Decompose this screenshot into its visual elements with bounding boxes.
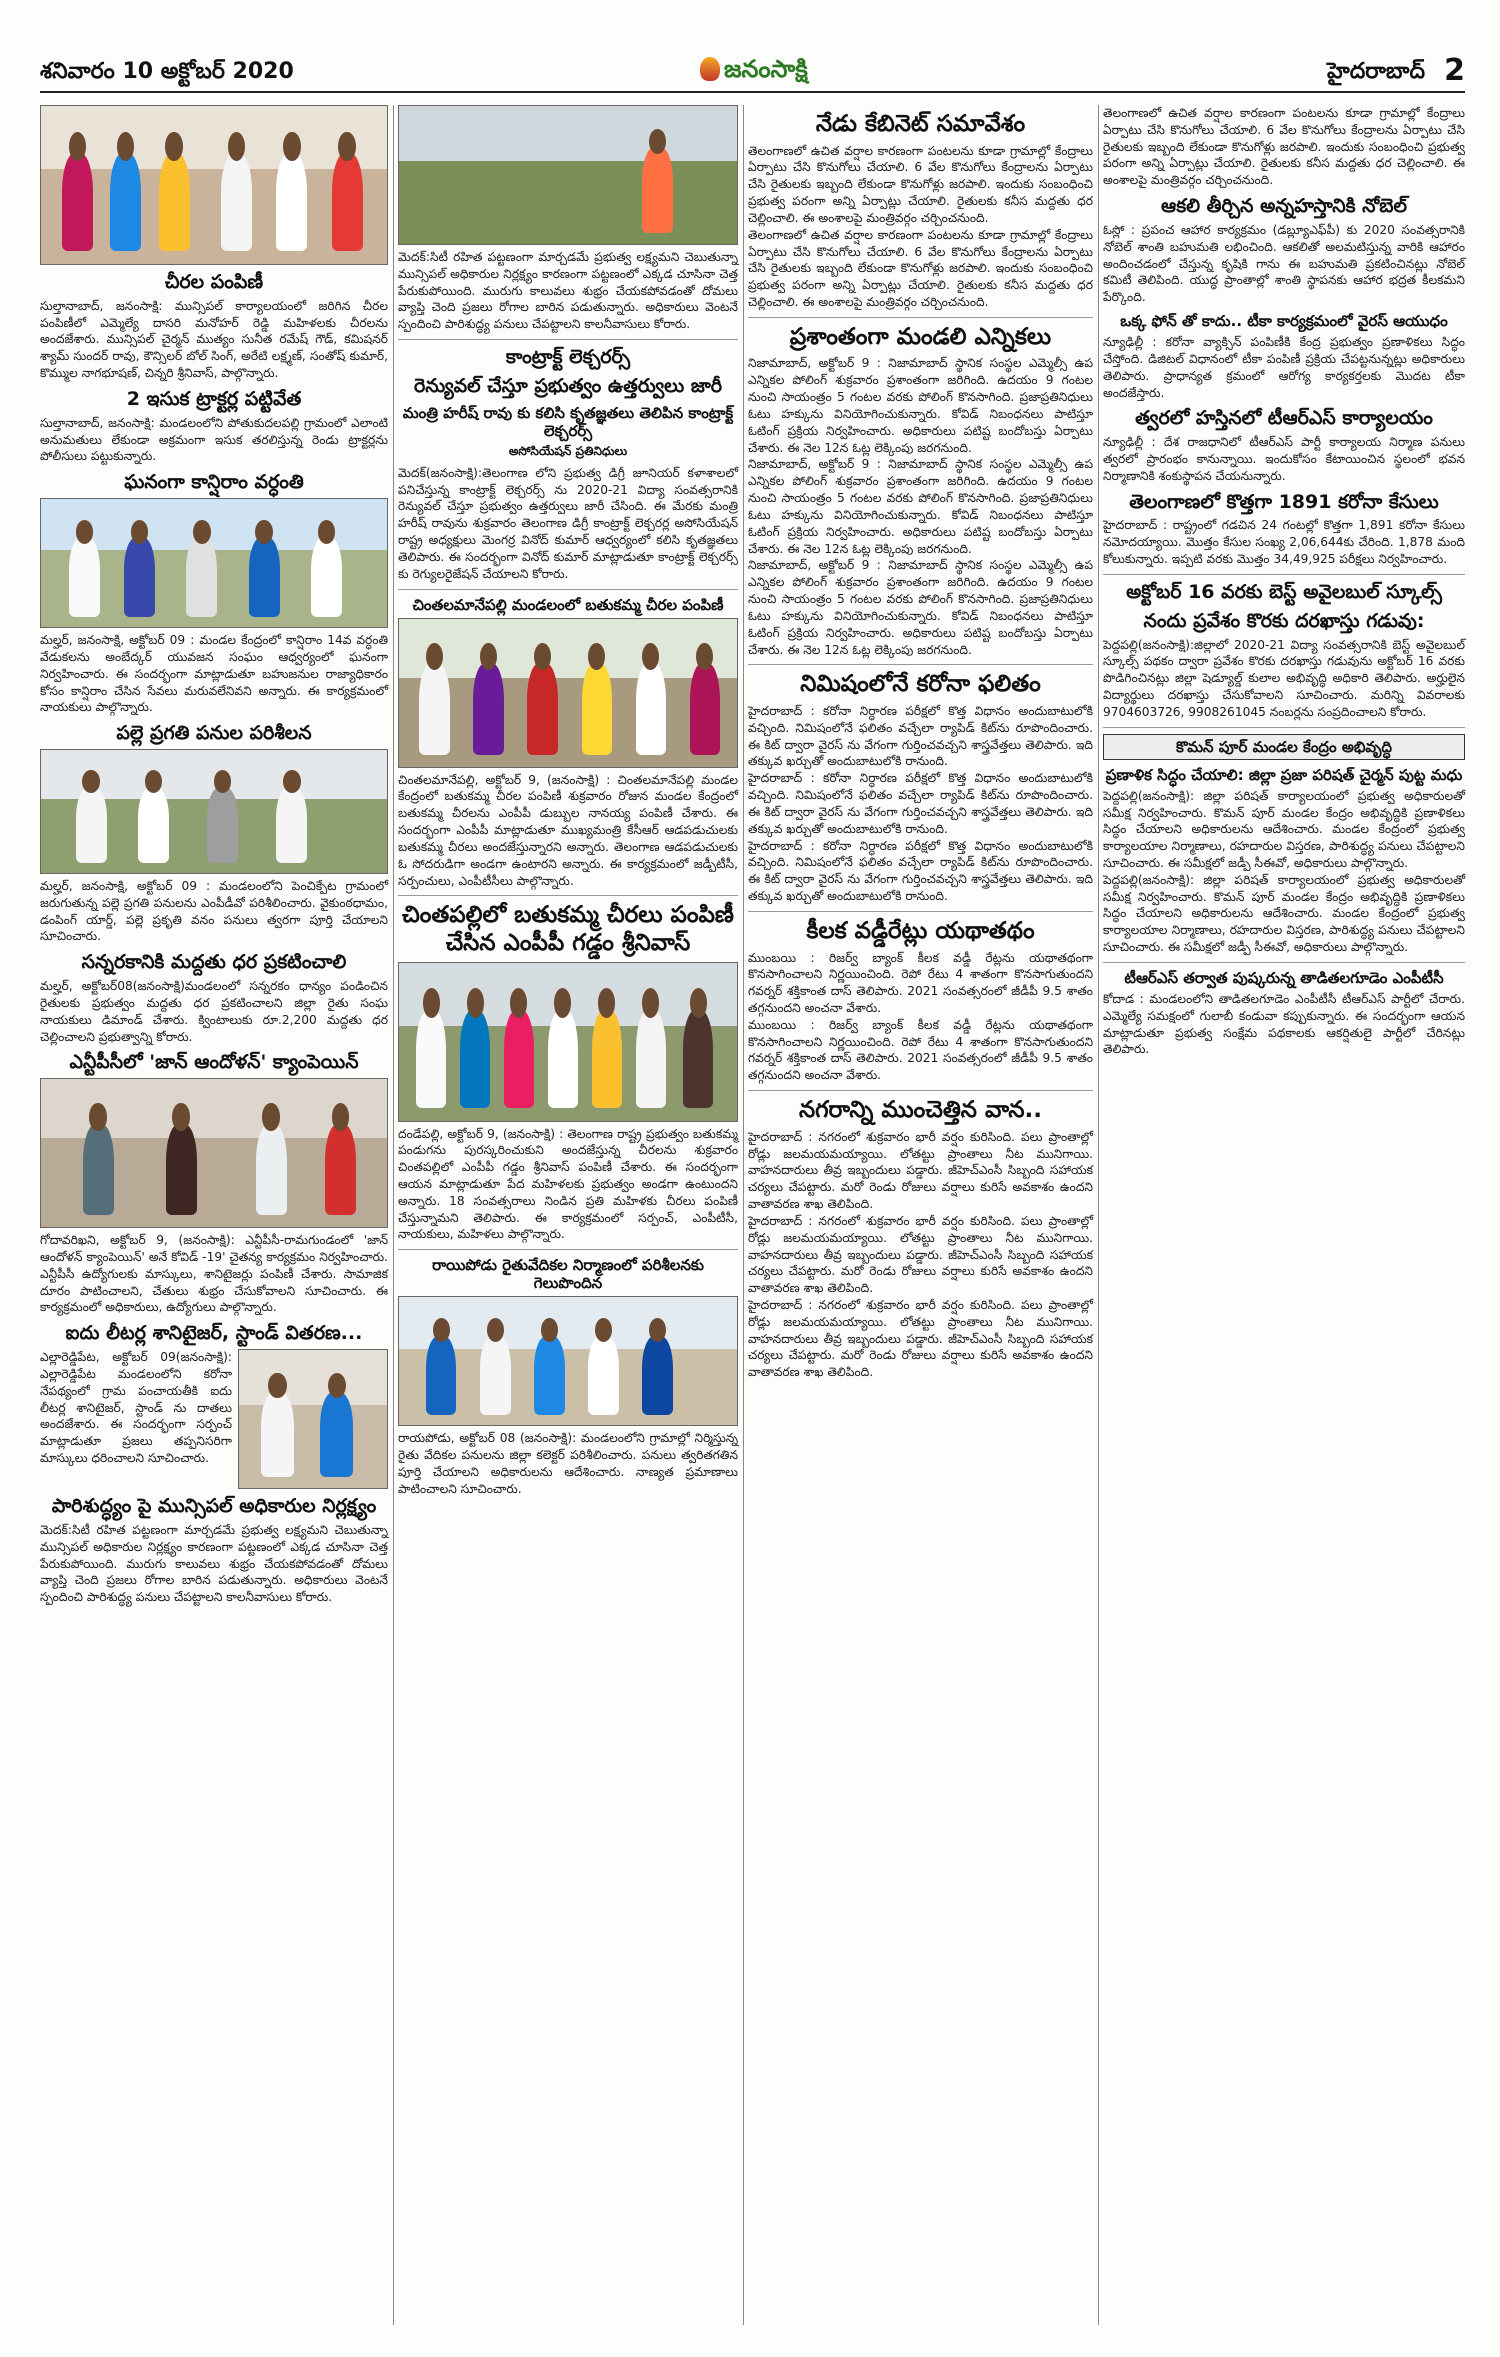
- newspaper-logo: [700, 55, 808, 89]
- article-body: హైదరాబాద్ : రాష్ట్రంలో గడచిన 24 గంటల్లో కొత్తగా 1,891 కరోనా కేసులు నమోదయ్యాయి. మొత్తం కేసుల సంఖ్య 2,06,644కు చేరింది. 1,878 మంది కోలుకున్నారు. ఇప్పటి వరకు మొత్తం 34,49,925 పరీక్షలు నిర్వహించారు.: [1103, 518, 1465, 567]
- article-body: హైదరాబాద్ : నగరంలో శుక్రవారం భారీ వర్షం కురిసింది. పలు ప్రాంతాల్లో రోడ్లు జలమయమయ్యాయి. లోతట్టు ప్రాంతాలు నీట మునిగాయి. వాహనదారులు తీవ్ర ఇబ్బందులు పడ్డారు. జీహెచ్ఎంసీ సిబ్బంది సహాయక చర్యలు చేపట్టారు. మరో రెండు రోజులు వర్షాలు కురిసే అవకాశం ఉందని వాతావరణ శాఖ తెలిపింది.: [748, 1298, 1093, 1380]
- flame-icon: [700, 57, 720, 81]
- headline: చింతలమానేపల్లి మండలంలో బతుకమ్మ చీరల పంపిణీ: [412, 595, 724, 614]
- headline: తెలంగాణలో కొత్తగా 1891 కరోనా కేసులు: [1129, 490, 1439, 513]
- article-body: న్యూఢిల్లీ : దేశ రాజధానిలో టీఆర్ఎస్ పార్టీ కార్యాలయ నిర్మాణ పనులు త్వరలో ప్రారంభం కానున్నాయి. ఇందుకోసం కేటాయించిన స్థలంలో భవన నిర్మాణానికి శంకుస్థాపన చేయనున్నారు.: [1103, 435, 1465, 483]
- photo-saree-distribution: [40, 105, 388, 265]
- column-rule: [393, 105, 394, 2325]
- column-1: [40, 105, 388, 1606]
- headline: ఘనంగా కాన్షిరాం వర్ధంతి: [124, 471, 304, 494]
- article-body: తెలంగాణలో ఉచిత వర్షాల కారణంగా పంటలను కూడా గ్రామాల్లో కేంద్రాలు ఏర్పాటు చేసి కొనుగోలు చేయాలి. 6 వేల కొనుగోలు కేంద్రాలను ఏర్పాటు చేసి రైతులకు ఇబ్బంది లేకుండా కొనుగోళ్లు జరపాలి. ఇందుకు సంబంధించి ప్రభుత్వ పరంగా అన్ని ఏర్పాట్లు చేయాలి. రైతులకు కనీస మద్దతు ధర చెల్లించాలి. ఈ అంశాలపై మంత్రివర్గం చర్చించనుంది.: [1103, 106, 1465, 188]
- photo-garbage-site: [398, 105, 738, 245]
- headline: చింతపల్లిలో బతుకమ్మ చీరలు పంపిణీ చేసిన ఎంపీపీ గడ్డం శ్రీనివాస్: [402, 902, 734, 956]
- headline: నందు ప్రవేశం కొరకు దరఖాస్తు గడువు:: [1143, 609, 1425, 632]
- headline: ఐదు లీటర్ల శానిటైజర్, స్టాండ్ వితరణ...: [65, 1322, 363, 1345]
- headline: 2 ఇసుక ట్రాక్టర్ల పట్టివేత: [126, 387, 302, 410]
- logo-text: జనంసాక్షి: [724, 55, 808, 83]
- article-body: ముంబయి : రిజర్వ్ బ్యాంక్ కీలక వడ్డీ రేట్లను యథాతథంగా కొనసాగించాలని నిర్ణయించింది. రెపో రేటు 4 శాతంగా కొనసాగుతుందని గవర్నర్ శక్తికాంత దాస్ తెలిపారు. 2021 సంవత్సరంలో జీడీపీ 9.5 శాతం తగ్గనుందని అంచనా వేశారు.: [748, 950, 1093, 1015]
- photo-kanshiram-anniversary: [40, 498, 388, 628]
- headline: ఒక్క ఫోన్ తో కాదు.. టీకా కార్యక్రమంలో వైరస్ ఆయుధం: [1120, 312, 1448, 331]
- masthead: [40, 55, 1465, 93]
- photo-chintapalli-event: [398, 962, 738, 1122]
- article-body: హైదరాబాద్ : కరోనా నిర్ధారణ పరీక్షలో కొత్త విధానం అందుబాటులోకి వచ్చింది. నిమిషంలోనే ఫలితం వచ్చేలా ర్యాపిడ్ కిట్‌ను రూపొందించారు. ఈ కిట్ ద్వారా వైరస్ ను వేగంగా గుర్తించవచ్చని శాస్త్రవేత్తలు తెలిపారు. ఇది తక్కువ ఖర్చుతో అందుబాటులోకి రానుంది.: [748, 838, 1093, 904]
- column-2: [398, 105, 738, 1498]
- article-body: మల్హర్, జనంసాక్షి, అక్టోబర్ 09 : మండల కేంద్రంలో కాన్షిరాం 14వ వర్ధంతి వేడుకలను అంబేద్కర్ యువజన సంఘం ఆధ్వర్యంలో ఘనంగా నిర్వహించారు. ఈ సందర్భంగా మాట్లాడుతూ బహుజనుల రాజ్యాధికారం కోసం కాన్షిరాం చేసిన సేవలు మరువలేనివని అన్నారు. ఈ కార్యక్రమంలో నాయకులు పాల్గొన్నారు.: [40, 633, 388, 715]
- headline: ఆకలి తీర్చిన అన్నహస్తానికి నోబెల్: [1161, 195, 1407, 218]
- article-body: చింతలమానేపల్లి, అక్టోబర్ 9, (జనంసాక్షి) : చింతలమానేపల్లి మండల కేంద్రంలో బతుకమ్మ చీరల పంపిణీ శుక్రవారం రోజున మండల కేంద్రంలో బతుకమ్మ చీరలను ఎంపీపీ డుబ్బుల నానయ్య పంపిణీ చేశారు. ఈ సందర్భంగా ఎంపీపీ మాట్లాడుతూ ముఖ్యమంత్రి కేసీఆర్ ఆడపడుచులకు బతుకమ్మ చీరలు అందజేస్తున్నారని అన్నారు. తెలంగాణ ఆడపడుచులకు ఓ సోదరుడిగా అండగా ఉంటారని అన్నారు. ఈ కార్యక్రమంలో జడ్పీటీసీ, సర్పంచులు, ఎంపీటీసీలు పాల్గొన్నారు.: [398, 772, 738, 888]
- photo-ntpc-campaign: [40, 1078, 388, 1228]
- article-body: ఎల్లారెడ్డిపేట, అక్టోబర్ 09(జనంసాక్షి): ఎల్లారెడ్డిపేట మండలంలోని కరోనా నేపథ్యంలో గ్రామ పంచాయతీకి ఐదు లీటర్ల శానిటైజర్, స్టాండ్ ను దాతలు అందజేశారు. ఈ సందర్భంగా సర్పంచ్ మాట్లాడుతూ ప్రజలు తప్పనిసరిగా మాస్కులు ధరించాలని సూచించారు.: [40, 1350, 232, 1466]
- article-body: నిజామాబాద్, అక్టోబర్ 9 : నిజామాబాద్ స్థానిక సంస్థల ఎమ్మెల్సీ ఉప ఎన్నికల పోలింగ్ శుక్రవారం ప్రశాంతంగా జరిగింది. ఉదయం 9 గంటల నుంచి సాయంత్రం 5 గంటల వరకు పోలింగ్ కొనసాగింది. ప్రజాప్రతినిధులు ఓటు హక్కును వినియోగించుకున్నారు. కోవిడ్ నిబంధనలు పాటిస్తూ ఓటింగ్ ప్రక్రియ నిర్వహించారు. అధికారులు పటిష్ట బందోబస్తు ఏర్పాటు చేశారు. ఈ నెల 12న ఓట్ల లెక్కింపు జరగనుంది.: [748, 356, 1093, 455]
- column-4: [1103, 105, 1465, 1058]
- headline: కాంట్రాక్ట్ లెక్చరర్స్: [505, 346, 631, 369]
- headline: పల్లె ప్రగతి పనుల పరిశీలన: [116, 722, 312, 745]
- headline: చీరల పంపిణీ: [164, 271, 264, 293]
- headline: నేడు కేబినెట్ సమావేశం: [815, 111, 1026, 137]
- photo-saree-distribution-2: [398, 618, 738, 768]
- article-body: రాయపోడు, అక్టోబర్ 08 (జనంసాక్షి): మండలంలోని గ్రామాల్లో నిర్మిస్తున్న రైతు వేదికల పనులను జిల్లా కలెక్టర్ పరిశీలించారు. పనులు త్వరితగతిన పూర్తి చేయాలని అధికారులను ఆదేశించారు. నాణ్యత ప్రమాణాలు పాటించాలని సూచించారు.: [398, 1431, 738, 1496]
- photo-rythu-vedika: [398, 1296, 738, 1426]
- article-body: పెద్దపల్లి(జనంసాక్షి): జిల్లా పరిషత్ కార్యాలయంలో ప్రభుత్వ అధికారులతో సమీక్ష నిర్వహించారు. కొమన్ పూర్ మండల కేంద్రం అభివృద్ధికి ప్రణాళికలు సిద్ధం చేయాలని అధికారులను ఆదేశించారు. మండల కేంద్రంలో ప్రభుత్వ కార్యాలయాల నిర్మాణాలు, రహదారుల విస్తరణ, పారిశుద్ధ్య పనులు చేపట్టాలని సూచించారు. ఈ సమీక్షలో జడ్పీ సీఈవో, అధికారులు పాల్గొన్నారు.: [1103, 788, 1465, 870]
- article-body: సుల్తానాబాద్, జనంసాక్షి: మున్సిపల్ కార్యాలయంలో జరిగిన చీరల పంపిణీలో ఎమ్మెల్యే దాసరి మనోహర్ రెడ్డి మహిళలకు చీరలను అందజేశారు. మున్సిపల్ చైర్మన్ ముత్యం సునీత రమేష్ గౌడ్, కమిషనర్ శ్యామ్ సుందర్ రావు, కౌన్సిలర్ బోల్ సింగ్, అరేటి లక్ష్మణ్, సంతోష్ కుమార్, కొమ్ముల నాగభూషణ్, చిన్నరి శ్రీనివాస్, పాల్గొన్నారు.: [40, 298, 388, 381]
- article-body: ఓస్లో : ప్రపంచ ఆహార కార్యక్రమం (డబ్ల్యూఎఫ్‌పీ) కు 2020 సంవత్సరానికి నోబెల్ శాంతి బహుమతి లభించింది. ఆకలితో అలమటిస్తున్న వారికి ఆహారం అందించడంలో చేస్తున్న కృషికి గాను ఈ బహుమతి ప్రకటించినట్లు నోబెల్ కమిటీ తెలిపింది. యుద్ధ ప్రాంతాల్లో శాంతి స్థాపనకు ఆహార భద్రత కీలకమని పేర్కొంది.: [1103, 222, 1465, 305]
- article-body: నిజామాబాద్, అక్టోబర్ 9 : నిజామాబాద్ స్థానిక సంస్థల ఎమ్మెల్సీ ఉప ఎన్నికల పోలింగ్ శుక్రవారం ప్రశాంతంగా జరిగింది. ఉదయం 9 గంటల నుంచి సాయంత్రం 5 గంటల వరకు పోలింగ్ కొనసాగింది. ప్రజాప్రతినిధులు ఓటు హక్కును వినియోగించుకున్నారు. కోవిడ్ నిబంధనలు పాటిస్తూ ఓటింగ్ ప్రక్రియ నిర్వహించారు. అధికారులు పటిష్ట బందోబస్తు ఏర్పాటు చేశారు. ఈ నెల 12న ఓట్ల లెక్కింపు జరగనుంది.: [748, 457, 1093, 556]
- headline: కీలక వడ్డీరేట్లు యథాతథం: [806, 917, 1035, 944]
- column-rule: [1098, 105, 1099, 2325]
- article-body: న్యూఢిల్లీ : కరోనా వ్యాక్సిన్ పంపిణీకి కేంద్ర ప్రభుత్వం ప్రణాళికలు సిద్ధం చేస్తోంది. డిజిటల్ విధానంలో టీకా పంపిణీ ప్రక్రియ చేపట్టనున్నట్లు అధికారులు తెలిపారు. ప్రాధాన్యత క్రమంలో ఆరోగ్య కార్యకర్తలకు మొదట టీకా అందజేస్తారు.: [1103, 335, 1465, 400]
- article-body: దండేపల్లి, అక్టోబర్ 9, (జనంసాక్షి) : తెలంగాణ రాష్ట్ర ప్రభుత్వం బతుకమ్మ పండుగను పురస్కరించుకుని అందజేస్తున్న చీరలను శుక్రవారం చింతపల్లిలో ఎంపీపీ గడ్డం శ్రీనివాస్ పంపిణీ చేశారు. ఈ సందర్భంగా ఆయన మాట్లాడుతూ పేద మహిళలకు ప్రభుత్వం అండగా ఉంటుందని అన్నారు. 18 సంవత్సరాలు నిండిన ప్రతి మహిళకు చీరలు పంపిణీ చేస్తున్నామని తెలిపారు. ఈ కార్యక్రమంలో సర్పంచ్, ఎంపీటీసీ, నాయకులు, మహిళలు పాల్గొన్నారు.: [398, 1126, 738, 1242]
- article-body: మల్హర్, అక్టోబర్08(జనంసాక్షి)మండలంలో సన్నరకం ధాన్యం పండించిన రైతులకు ప్రభుత్వం మద్దతు ధర ప్రకటించాలని జిల్లా రైతు సంఘ నాయకులు డిమాండ్ చేశారు. క్వింటాలుకు రూ.2,200 మద్దతు ధర చెల్లించాలని ప్రభుత్వాన్ని కోరారు.: [40, 979, 388, 1044]
- article-body: నిజామాబాద్, అక్టోబర్ 9 : నిజామాబాద్ స్థానిక సంస్థల ఎమ్మెల్సీ ఉప ఎన్నికల పోలింగ్ శుక్రవారం ప్రశాంతంగా జరిగింది. ఉదయం 9 గంటల నుంచి సాయంత్రం 5 గంటల వరకు పోలింగ్ కొనసాగింది. ప్రజాప్రతినిధులు ఓటు హక్కును వినియోగించుకున్నారు. కోవిడ్ నిబంధనలు పాటిస్తూ ఓటింగ్ ప్రక్రియ నిర్వహించారు. అధికారులు పటిష్ట బందోబస్తు ఏర్పాటు చేశారు. ఈ నెల 12న ఓట్ల లెక్కింపు జరగనుంది.: [748, 558, 1093, 657]
- headline: అక్టోబర్ 16 వరకు బెస్ట్ అవైలబుల్ స్కూల్స్: [1126, 580, 1442, 603]
- headline: రెన్యువల్ చేస్తూ ప్రభుత్వం ఉత్తర్వులు జారీ: [414, 374, 722, 397]
- article-body: గోదావరిఖని, అక్టోబర్ 9, (జనంసాక్షి): ఎన్టీపీసీ-రామగుండంలో 'జాన్ ఆందోళన్ క్యాంపెయిన్' అనే కోవిడ్ -19' చైతన్య కార్యక్రమం నిర్వహించారు. ఎన్టీపీసీ ఉద్యోగులకు మాస్కులు, శానిటైజర్లు పంపిణీ చేశారు. సామాజిక దూరం పాటించాలని, చేతులు శుభ్రం చేసుకోవాలని సూచించారు. ఈ కార్యక్రమంలో అధికారులు, ఉద్యోగులు పాల్గొన్నారు.: [40, 1233, 388, 1315]
- headline: నిమిషంలోనే కరోనా ఫలితం: [800, 671, 1041, 698]
- article-body: హైదరాబాద్ : నగరంలో శుక్రవారం భారీ వర్షం కురిసింది. పలు ప్రాంతాల్లో రోడ్లు జలమయమయ్యాయి. లోతట్టు ప్రాంతాలు నీట మునిగాయి. వాహనదారులు తీవ్ర ఇబ్బందులు పడ్డారు. జీహెచ్ఎంసీ సిబ్బంది సహాయక చర్యలు చేపట్టారు. మరో రెండు రోజులు వర్షాలు కురిసే అవకాశం ఉందని వాతావరణ శాఖ తెలిపింది.: [748, 1129, 1093, 1212]
- article-body: సుల్తానాబాద్, జనంసాక్షి: మండలంలోని పోతుకుదలపల్లి గ్రామంలో ఎలాంటి అనుమతులు లేకుండా అక్రమంగా ఇసుక తరలిస్తున్న రెండు ట్రాక్టర్లను పోలీసులు పట్టుకున్నారు.: [40, 415, 388, 464]
- article-body: ముంబయి : రిజర్వ్ బ్యాంక్ కీలక వడ్డీ రేట్లను యథాతథంగా కొనసాగించాలని నిర్ణయించింది. రెపో రేటు 4 శాతంగా కొనసాగుతుందని గవర్నర్ శక్తికాంత దాస్ తెలిపారు. 2021 సంవత్సరంలో జీడీపీ 9.5 శాతం తగ్గనుందని అంచనా వేశారు.: [748, 1017, 1093, 1083]
- byline: అసోసియేషన్ ప్రతినిధులు: [508, 443, 628, 458]
- headline: ఎన్టీపీసీలో 'జాన్ ఆందోళన్' క్యాంపెయిన్: [69, 1051, 359, 1074]
- headline: నగరాన్ని ముంచెత్తిన వాన..: [799, 1097, 1042, 1124]
- column-3: [748, 105, 1093, 1381]
- article-body: హైదరాబాద్ : కరోనా నిర్ధారణ పరీక్షలో కొత్త విధానం అందుబాటులోకి వచ్చింది. నిమిషంలోనే ఫలితం వచ్చేలా ర్యాపిడ్ కిట్‌ను రూపొందించారు. ఈ కిట్ ద్వారా వైరస్ ను వేగంగా గుర్తించవచ్చని శాస్త్రవేత్తలు తెలిపారు. ఇది తక్కువ ఖర్చుతో అందుబాటులోకి రానుంది.: [748, 771, 1093, 836]
- article-body: మల్హర్, జనంసాక్షి, అక్టోబర్ 09 : మండలంలోని పెంచిక్పేట గ్రామంలో జరుగుతున్న పల్లె ప్రగతి పనులను ఎంపీడీవో పరిశీలించారు. వైకుంఠధామం, డంపింగ్ యార్డ్, పల్లె ప్రకృతి వనం పనులు త్వరగా పూర్తి చేయాలని సూచించారు.: [40, 878, 388, 944]
- article-body: మెదక్(జనంసాక్షి):తెలంగాణ లోని ప్రభుత్వ డిగ్రీ జూనియర్ కళాశాలలో పనిచేస్తున్న కాంట్రాక్ట్ లెక్చరర్స్ ను 2020-21 విద్యా సంవత్సరానికి రెన్యువల్ చేస్తూ ప్రభుత్వం ఉత్తర్వులు జారీ చేసింది. ఈ మేరకు మంత్రి హరీష్ రావును శుక్రవారం తెలంగాణ డిగ్రీ కాంట్రాక్ట్ లెక్చరర్ల అసోసియేషన్ రాష్ట్ర అధ్యక్షులు మెంగర్ర వినోద్ కుమార్ ఆధ్వర్యంలో కలిసి కృతజ్ఞతలు తెలిపారు. ఈ సందర్భంగా వినోద్ కుమార్ మాట్లాడుతూ కాంట్రాక్ట్ లెక్చరర్స్ కు రెగ్యులరైజేషన్ చేయాలని కోరారు.: [398, 465, 738, 581]
- headline: రాయిపోడు రైతువేదికల నిర్మాణంలో పరిశీలనకు గెలుపొందిన: [432, 1256, 704, 1293]
- subheadline: ప్రణాళిక సిద్ధం చేయాలి: జిల్లా ప్రజా పరిషత్ చైర్మన్ పుట్ట మధు: [1105, 765, 1463, 784]
- article-body: తెలంగాణలో ఉచిత వర్షాల కారణంగా పంటలను కూడా గ్రామాల్లో కేంద్రాలు ఏర్పాటు చేసి కొనుగోలు చేయాలి. 6 వేల కొనుగోలు కేంద్రాలను ఏర్పాటు చేసి రైతులకు ఇబ్బంది లేకుండా కొనుగోళ్లు జరపాలి. ఇందుకు సంబంధించి ప్రభుత్వ పరంగా అన్ని ఏర్పాట్లు చేయాలి. రైతులకు కనీస మద్దతు ధర చెల్లించాలి. ఈ అంశాలపై మంత్రివర్గం చర్చించనుంది.: [748, 143, 1093, 225]
- headline: త్వరలో హస్తినలో టీఆర్ఎస్ కార్యాలయం: [1135, 407, 1433, 430]
- article-body: పెద్దపల్లి(జనంసాక్షి):జిల్లాలో 2020-21 విద్యా సంవత్సరానికి బెస్ట్ అవైలబుల్ స్కూల్స్ పథకం ద్వారా ప్రవేశం కొరకు దరఖాస్తు గడువును అక్టోబర్ 16 వరకు పొడిగించినట్లు జిల్లా షెడ్యూల్డ్ కులాల అభివృద్ధి అధికారి తెలిపారు. అర్హులైన విద్యార్థులు దరఖాస్తు చేసుకోవాలని సూచించారు. మరిన్ని వివరాలకు 9704603726, 9908261045 నంబర్లను సంప్రదించాలని కోరారు.: [1103, 637, 1465, 719]
- article-body: తెలంగాణలో ఉచిత వర్షాల కారణంగా పంటలను కూడా గ్రామాల్లో కేంద్రాలు ఏర్పాటు చేసి కొనుగోలు చేయాలి. 6 వేల కొనుగోలు కేంద్రాలను ఏర్పాటు చేసి రైతులకు ఇబ్బంది లేకుండా కొనుగోళ్లు జరపాలి. ఇందుకు సంబంధించి ప్రభుత్వ పరంగా అన్ని ఏర్పాట్లు చేయాలి. రైతులకు కనీస మద్దతు ధర చెల్లించాలి. ఈ అంశాలపై మంత్రివర్గం చర్చించనుంది.: [748, 227, 1093, 310]
- column-rule: [743, 105, 744, 2325]
- headline: సన్నరకానికి మద్దతు ధర ప్రకటించాలి: [81, 951, 347, 974]
- article-body: మెదక్:సిటీ రహిత పట్టణంగా మార్చడమే ప్రభుత్వ లక్ష్యమని చెబుతున్నా మున్సిపల్ అధికారుల నిర్లక్ష్యం కారణంగా పట్టణంలో ఎక్కడ చూసినా చెత్త పేరుకుపోయింది. మురుగు కాలువలు శుభ్రం చేయకపోవడంతో దోమలు వ్యాప్తి చెంది ప్రజలు రోగాల బారిన పడుతున్నారు. అధికారులు వెంటనే స్పందించి పారిశుద్ధ్య పనులు చేపట్టాలని కాలనీవాసులు కోరారు.: [40, 1522, 388, 1605]
- article-body: కోదాడ : మండలంలోని తాడితలగూడెం ఎంపీటీసీ టీఆర్ఎస్ పార్టీలో చేరారు. ఎమ్మెల్యే సమక్షంలో గులాబీ కండువా కప్పుకున్నారు. ఈ సందర్భంగా ఆయన మాట్లాడుతూ ప్రభుత్వ సంక్షేమ పథకాలకు ఆకర్షితులై పార్టీలో చేరినట్లు తెలిపారు.: [1103, 991, 1465, 1057]
- headline: కొమన్ పూర్ మండల కేంద్రం అభివృద్ధి: [1103, 734, 1465, 760]
- article-body: హైదరాబాద్ : కరోనా నిర్ధారణ పరీక్షలో కొత్త విధానం అందుబాటులోకి వచ్చింది. నిమిషంలోనే ఫలితం వచ్చేలా ర్యాపిడ్ కిట్‌ను రూపొందించారు. ఈ కిట్ ద్వారా వైరస్ ను వేగంగా గుర్తించవచ్చని శాస్త్రవేత్తలు తెలిపారు. ఇది తక్కువ ఖర్చుతో అందుబాటులోకి రానుంది.: [748, 703, 1093, 769]
- headline: ప్రశాంతంగా మండలి ఎన్నికలు: [789, 323, 1052, 350]
- headline: టీఆర్ఎస్ తర్వాత పుష్కరున్న తాడితలగూడెం ఎంపీటీసీ: [1124, 968, 1444, 987]
- photo-palle-pragathi: [40, 749, 388, 874]
- article-body: మెదక్:సిటీ రహిత పట్టణంగా మార్చడమే ప్రభుత్వ లక్ష్యమని చెబుతున్నా మున్సిపల్ అధికారుల నిర్లక్ష్యం కారణంగా పట్టణంలో ఎక్కడ చూసినా చెత్త పేరుకుపోయింది. మురుగు కాలువలు శుభ్రం చేయకపోవడంతో దోమలు వ్యాప్తి చెంది ప్రజలు రోగాల బారిన పడుతున్నారు. అధికారులు వెంటనే స్పందించి పారిశుద్ధ్య పనులు చేపట్టాలని కాలనీవాసులు కోరారు.: [398, 250, 738, 332]
- headline: పారిశుద్ధ్యం పై మున్సిపల్ అధికారుల నిర్లక్ష్యం: [51, 1495, 377, 1518]
- photo-sanitizer-donation: [238, 1349, 388, 1489]
- page-number: 2: [1444, 53, 1465, 88]
- issue-date: శనివారం 10 అక్టోబర్ 2020: [40, 59, 294, 84]
- article-body: హైదరాబాద్ : నగరంలో శుక్రవారం భారీ వర్షం కురిసింది. పలు ప్రాంతాల్లో రోడ్లు జలమయమయ్యాయి. లోతట్టు ప్రాంతాలు నీట మునిగాయి. వాహనదారులు తీవ్ర ఇబ్బందులు పడ్డారు. జీహెచ్ఎంసీ సిబ్బంది సహాయక చర్యలు చేపట్టారు. మరో రెండు రోజులు వర్షాలు కురిసే అవకాశం ఉందని వాతావరణ శాఖ తెలిపింది.: [748, 1213, 1093, 1296]
- subheadline: మంత్రి హరీష్ రావు కు కలిసి కృతజ్ఞతలు తెలిపిన కాంట్రాక్ట్ లెక్చరర్స్: [402, 403, 734, 440]
- article-body: పెద్దపల్లి(జనంసాక్షి): జిల్లా పరిషత్ కార్యాలయంలో ప్రభుత్వ అధికారులతో సమీక్ష నిర్వహించారు. కొమన్ పూర్ మండల కేంద్రం అభివృద్ధికి ప్రణాళికలు సిద్ధం చేయాలని అధికారులను ఆదేశించారు. మండల కేంద్రంలో ప్రభుత్వ కార్యాలయాల నిర్మాణాలు, రహదారుల విస్తరణ, పారిశుద్ధ్య పనులు చేపట్టాలని సూచించారు. ఈ సమీక్షలో జడ్పీ సీఈవో, అధికారులు పాల్గొన్నారు.: [1103, 872, 1465, 955]
- edition-city: హైదరాబాద్: [1327, 59, 1425, 84]
